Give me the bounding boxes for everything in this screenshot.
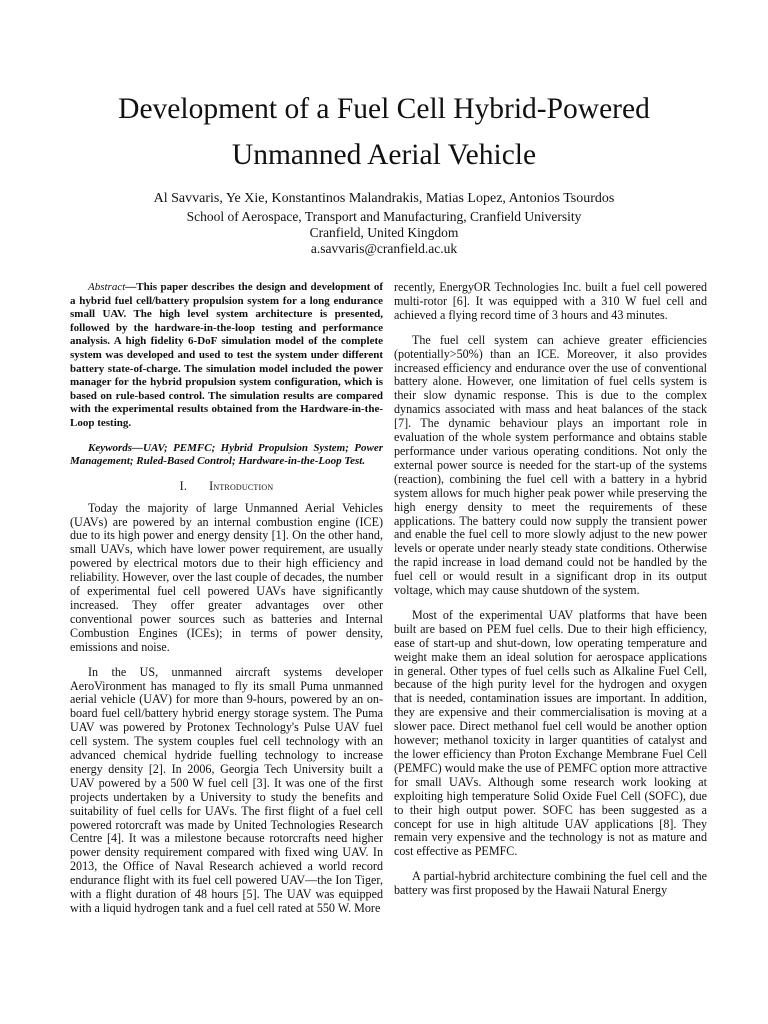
section-number: I. [179,478,188,493]
abstract-label: Abstract [88,281,126,293]
paragraph: In the US, unmanned aircraft systems developer AeroVironment has managed to fly its small Puma unmanned aerial vehicle (UAV) for more than 9-hours, powered by an on-board fuel cell/battery hybrid energy storage system. The Puma UAV was powered by Protonex Technology's Pulse UAV fuel cell system. The system couples fuel cell technology with an advanced chemical hydride fuelling technology to increase energy density [2]. In 2006, Georgia Tech University built a UAV powered by a 500 W fuel cell [3]. It was one of the first projects undertaken by a University to study the benefits and suitability of fuel cells for UAVs. The first flight of a fuel cell powered rotorcraft was made by United Technologies Research Centre [4]. It was a milestone because rotorcrafts need higher power density requirement compared with fixed wing UAV. In 2013, the Office of Naval Research achieved a world record endurance flight with its fuel cell powered UAV—the Ion Tiger, with a flight duration of 48 hours [5]. The UAV was equipped with a liquid hydrogen tank and a fuel cell rated at 550 W. More [70,664,383,915]
keywords [70,442,383,469]
paragraph: A partial-hybrid architecture combining the fuel cell and the battery was first proposed by the Hawaii Natural Energy [394,869,707,898]
paragraph: The fuel cell system can achieve greater efficiencies (potentially>50%) than an ICE. Moreover, it also provides increased efficiency and endurance over the use of conventional battery alone. However, one limitation of fuel cells system is their slow dynamic response. This is due to the complex dynamics associated with mass and heat balances of the stack [7]. The dynamic behaviour plays an important role in evaluation of the whole system performance and obtains stable performance under various operating conditions. Not only the external power source is needed for the start-up of the systems (reaction), combining the fuel cell with a battery in a hybrid system allows for much higher peak power while preserving the high energy density to meet the requirements of these applications. The battery could now supply the transient power and enable the fuel cell to more slowly adjust to the new power levels or operate under nearly steady state conditions. Otherwise the rapid increase in load demand could not be handled by the fuel cell or would result in a significant drop in its output voltage, which may cause shutdown of the system. [394,332,707,598]
author-names: Al Savvaris, Ye Xie, Konstantinos Malandrakis, Matias Lopez, Antonios Tsourdos [153,191,615,206]
abstract [70,281,383,431]
title-line-2: Unmanned Aerial Vehicle [231,139,537,171]
paragraph: Today the majority of large Unmanned Aerial Vehicles (UAVs) are powered by an internal combustion engine (ICE) due to its high power and energy density [1]. On the other hand, small UAVs, which have lower power requirement, are usually powered by electrical motors due to their high efficiency and reliability. However, over the last couple of decades, the number of experimental fuel cell powered UAVs have significantly increased. They offer greater advantages over other conventional power sources such as batteries and Internal Combustion Engines (ICEs); in terms of power density, emissions and noise. [70,500,383,654]
keywords-label: Keywords [88,441,132,454]
left-column [70,281,383,927]
section-heading-introduction [70,480,383,494]
author-affiliation: School of Aerospace, Transport and Manufacturing, Cranfield University [186,209,582,224]
abstract-text: —This paper describes the design and development of a hybrid fuel cell/battery propulsion system for a long endurance small UAV. The high level system architecture is presented, followed by the hardware-in-the-loop testing and performance analysis. A high fidelity 6-DoF simulation model of the complete system was developed and used to test the system under different battery state-of-charge. The simulation model included the power manager for the hybrid propulsion system configuration, which is based on rule-based control. The simulation results are compared with the experimental results obtained from the Hardware-in-the-Loop testing. [70,281,383,429]
paragraph: Most of the experimental UAV platforms that have been built are based on PEM fuel cells. Due to their high efficiency, ease of start-up and shut-down, low operating temperature and weight make them an ideal solution for aerospace applications in general. Other types of fuel cells such as Alkaline Fuel Cell, because of the high purity level for the hydrogen and oxygen that is needed, contamination issues are important. In addition, they are expensive and their commercialisation is moving at a slower pace. Direct methanol fuel cell would be another option however; methanol toxicity in larger quantities of catalyst and the lower efficiency than Proton Exchange Membrane Fuel Cell (PEMFC) would make the use of PEMFC option more attractive for small UAVs. Although some research work looking at exploiting high temperature Solid Oxide Fuel Cell (SOFC), due to their high output power. SOFC has been suggested as a concept for use in high altitude UAV applications [8]. They remain very expensive and the technology is not as mature and cost effective as PEMFC. [394,607,707,859]
title-line-1: Development of a Fuel Cell Hybrid-Powered [118,93,650,125]
keywords-text: —UAV; PEMFC; Hybrid Propulsion System; Power Management; Ruled-Based Control; Hardware-in-the-Loop Test. [70,441,383,468]
author-block [40,191,728,257]
paragraph: recently, EnergyOR Technologies Inc. built a fuel cell powered multi-rotor [6]. It was equipped with a 310 W fuel cell and achieved a flying record time of 3 hours and 43 minutes. [394,280,707,322]
right-column [394,281,707,909]
author-email: a.savvaris@cranfield.ac.uk [310,241,458,256]
section-title: Introduction [209,478,274,493]
author-location: Cranfield, United Kingdom [309,225,459,240]
paper-title [40,86,728,178]
